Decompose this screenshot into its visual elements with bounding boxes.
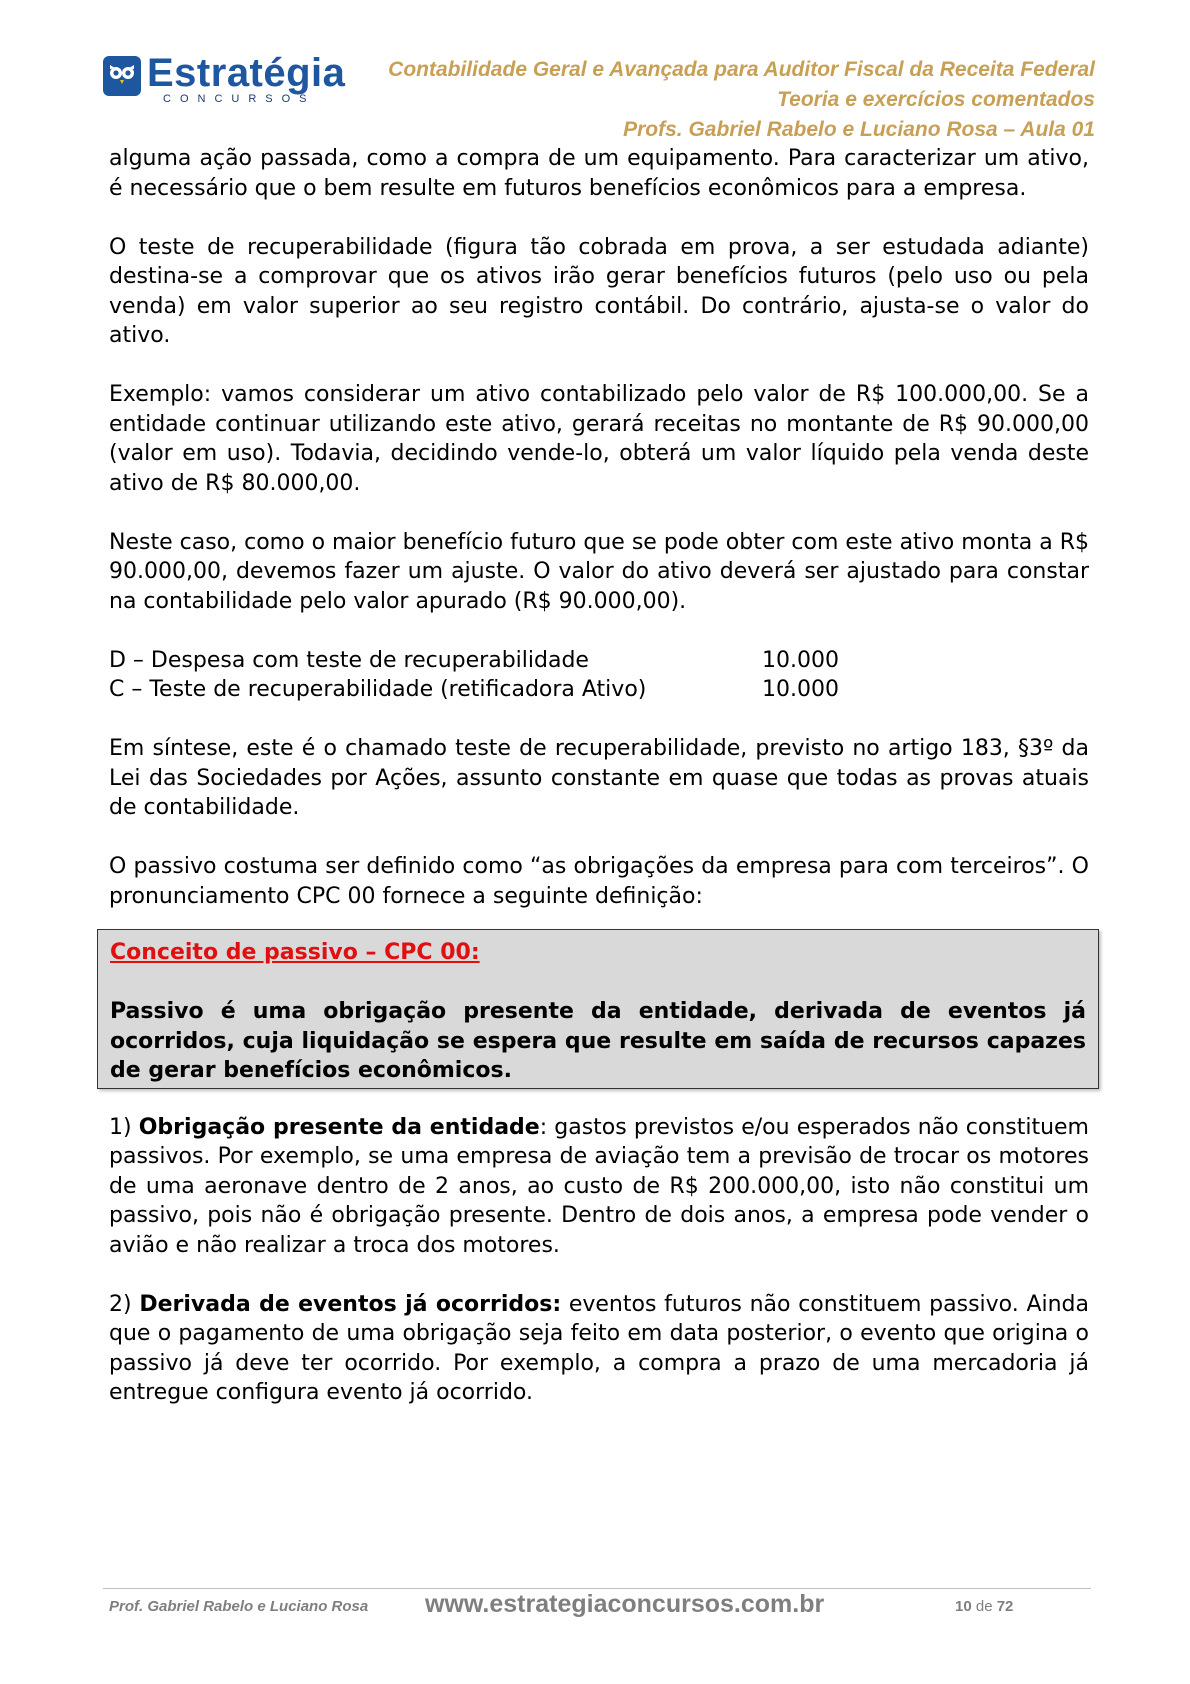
list-item-number: 1) — [109, 1114, 132, 1140]
footer-website-link[interactable]: www.estrategiaconcursos.com.br — [425, 1590, 825, 1618]
page-of-label: de — [975, 1598, 993, 1615]
logo-wordmark: Estratégia — [147, 51, 346, 95]
list-item-text: : gastos previstos e/ou esperados não constituem passivos. Por exemplo, se uma empresa de aviação tem a previsão de trocar os motores de uma aeronave dentro de 2 anos, ao custo de R$ 200.000,00, isto não constitui um passivo, pois não é obrigação presente. Dentro de dois anos, a empresa pode vender o avião e não realizar a troca dos motores. — [109, 1114, 1089, 1258]
list-item-number: 2) — [109, 1291, 132, 1317]
definition-box-text: Passivo é uma obrigação presente da entidade, derivada de eventos já ocorridos, cuja liquidação se espera que resulte em saída de recursos capazes de gerar benefícios econômicos. — [110, 999, 1086, 1083]
list-item-text: eventos futuros não constituem passivo. Ainda que o pagamento de uma obrigação seja feito em data posterior, o evento que origina o passivo já deve ter ocorrido. Por exemplo, a compra a prazo de uma mercadoria já entregue configura evento já ocorrido. — [109, 1291, 1090, 1405]
paragraph-2: O teste de recuperabilidade (figura tão cobrada em prova, a ser estudada adiante) destina-se a comprovar que os ativos irão gerar benefícios futuros (pelo uso ou pela venda) em valor superior ao seu registro contábil. Do contrário, ajusta-se o valor do ativo. — [109, 234, 1089, 348]
entry-value: 10.000 — [762, 647, 839, 673]
footer-page-number — [955, 1598, 1013, 1615]
journal-entry-credit — [109, 675, 1089, 705]
estrategia-logo — [103, 50, 346, 110]
paragraph-4: Neste caso, como o maior benefício futuro que se pode obter com este ativo monta a R$ 90.000,00, devemos fazer um ajuste. O valor do ativo deverá ser ajustado para constar na contabilidade pelo valor apurado (R$ 90.000,00). — [109, 529, 1089, 614]
list-item-heading: Obrigação presente da entidade — [138, 1114, 540, 1140]
entry-value: 10.000 — [762, 677, 839, 702]
header-subtitle: Teoria e exercícios comentados — [777, 88, 1095, 111]
total-pages: 72 — [996, 1598, 1014, 1615]
paragraph-3: Exemplo: vamos considerar um ativo contabilizado pelo valor de R$ 100.000,00. Se a entidade continuar utilizando este ativo, gerará receitas no montante de R$ 90.000,00 (valor em uso). Todavia, decidindo vende-lo, obterá um valor líquido pela venda deste ativo de R$ 80.000,00. — [109, 382, 1089, 496]
logo-subtitle: CONCURSOS — [163, 93, 316, 105]
definition-box — [97, 929, 1099, 1089]
list-item-1 — [109, 1113, 1089, 1261]
list-item-2 — [109, 1290, 1089, 1408]
footer-divider — [103, 1588, 1091, 1589]
document-body — [109, 144, 1089, 1408]
paragraph-1: alguma ação passada, como a compra de um equipamento. Para caracterizar um ativo, é necessário que o bem resulte em futuros benefícios econômicos para a empresa. — [109, 146, 1089, 201]
header-authors-lesson: Profs. Gabriel Rabelo e Luciano Rosa – Aula 01 — [623, 118, 1095, 141]
entry-description: C – Teste de recuperabilidade (retificadora Ativo) — [109, 677, 647, 702]
paragraph-6: O passivo costuma ser definido como “as obrigações da empresa para com terceiros”. O pronunciamento CPC 00 fornece a seguinte definição: — [109, 854, 1089, 909]
header-course-title: Contabilidade Geral e Avançada para Auditor Fiscal da Receita Federal — [388, 58, 1095, 81]
definition-box-title: Conceito de passivo – CPC 00: — [110, 940, 480, 965]
entry-description: D – Despesa com teste de recuperabilidade — [109, 647, 589, 673]
list-item-heading: Derivada de eventos já ocorridos: — [139, 1291, 562, 1317]
journal-entry-debit — [109, 646, 1089, 676]
current-page: 10 — [955, 1598, 972, 1615]
footer-authors: Prof. Gabriel Rabelo e Luciano Rosa — [109, 1598, 369, 1615]
paragraph-5: Em síntese, este é o chamado teste de recuperabilidade, previsto no artigo 183, §3º da Lei das Sociedades por Ações, assunto constante em quase que todas as provas atuais de contabilidade. — [109, 736, 1089, 820]
owl-icon — [103, 56, 141, 96]
